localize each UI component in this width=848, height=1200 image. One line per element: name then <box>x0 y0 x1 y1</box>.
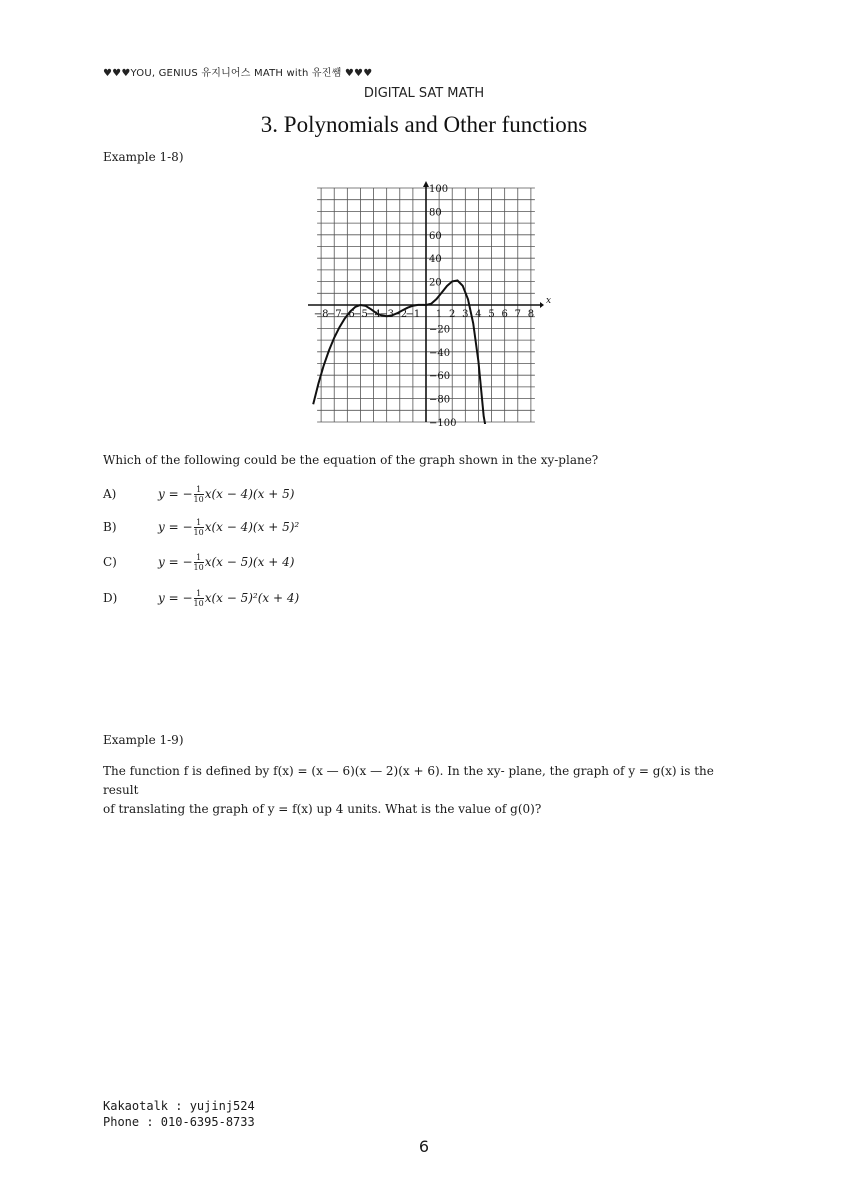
x-tick-label: 5 <box>488 309 495 320</box>
x-tick-label: −8 <box>313 309 329 320</box>
x-tick-label: 2 <box>449 309 456 320</box>
x-tick-label: −5 <box>353 309 368 320</box>
fraction-numerator: 1 <box>194 518 204 528</box>
fraction <box>194 518 204 537</box>
choice-letter: B) <box>103 520 117 534</box>
equation-rest: x(x − 4)(x + 5)² <box>204 520 300 534</box>
equation-prefix: y = − <box>158 555 193 569</box>
fraction-numerator: 1 <box>194 553 204 563</box>
y-tick-label: −100 <box>429 418 457 429</box>
equation-prefix: y = − <box>158 487 193 501</box>
x-tick-label: 8 <box>527 309 535 320</box>
example-2-text <box>103 762 753 819</box>
tick-labels <box>314 184 551 429</box>
answer-choice[interactable] <box>103 518 299 537</box>
fraction-numerator: 1 <box>194 485 204 495</box>
equation-prefix: y = − <box>158 591 193 605</box>
fraction <box>194 553 204 572</box>
fraction-denominator: 10 <box>193 599 204 608</box>
x-axis-label: x <box>546 296 552 306</box>
y-tick-label: 60 <box>429 230 442 242</box>
x-tick-label: −2 <box>392 309 408 320</box>
y-tick-label: 40 <box>429 254 442 266</box>
fraction-numerator: 1 <box>194 589 204 599</box>
fraction-denominator: 10 <box>193 528 204 537</box>
answer-choice[interactable] <box>103 485 294 504</box>
x-tick-label: −3 <box>379 309 395 320</box>
y-tick-label: −40 <box>429 347 451 359</box>
polynomial-graph <box>296 180 556 430</box>
x-tick-label: −4 <box>366 309 381 320</box>
choice-equation <box>158 589 300 608</box>
choice-letter: D) <box>103 591 118 605</box>
x-tick-label: 4 <box>475 309 482 320</box>
x-tick-label: 7 <box>514 309 521 320</box>
x-axis-arrow <box>540 302 544 308</box>
choice-letter: C) <box>103 555 117 569</box>
y-tick-label: 100 <box>429 184 449 195</box>
fraction <box>194 589 204 608</box>
equation-rest: x(x − 4)(x + 5) <box>204 487 295 501</box>
y-tick-label: −80 <box>429 394 451 406</box>
x-tick-label: −1 <box>405 309 421 320</box>
answer-choice[interactable] <box>103 589 299 608</box>
axes <box>308 181 544 422</box>
fraction-denominator: 10 <box>193 495 204 504</box>
x-tick-label: −6 <box>339 309 355 320</box>
fraction <box>194 485 204 504</box>
page-title: 3. Polynomials and Other functions <box>260 112 588 137</box>
question-text: Which of the following could be the equation of the graph shown in the xy-plane? <box>103 453 599 467</box>
y-tick-label: 20 <box>429 277 442 289</box>
x-tick-label: −7 <box>326 309 342 320</box>
contact-footer <box>103 1098 255 1130</box>
brand-line: ♥♥♥YOU, GENIUS 유지니어스 MATH with 유진쌤 ♥♥♥ <box>103 68 373 79</box>
y-tick-label: −20 <box>429 324 451 336</box>
example-2-line-1: The function f is defined by f(x) = (x — 6)(x — 2)(x + 6). In the xy- plane, the graph of y = g(x) is the result <box>103 764 714 797</box>
example-1-label: Example 1-8) <box>103 150 184 164</box>
answer-choice[interactable] <box>103 553 294 572</box>
page-number: 6 <box>418 1137 430 1156</box>
y-tick-label: −60 <box>429 371 451 383</box>
y-tick-label: 80 <box>429 207 442 219</box>
curve-line <box>313 281 510 431</box>
equation-rest: x(x − 5)²(x + 4) <box>204 591 300 605</box>
equation-prefix: y = − <box>158 520 193 534</box>
choice-equation <box>158 553 295 572</box>
subject-heading: DIGITAL SAT MATH <box>363 86 485 101</box>
phone-number: Phone : 010-6395-8733 <box>103 1115 255 1129</box>
example-2-line-2: of translating the graph of y = f(x) up 4 units. What is the value of g(0)? <box>103 802 542 816</box>
choice-letter: A) <box>103 487 117 501</box>
x-tick-label: 3 <box>462 309 469 320</box>
fraction-denominator: 10 <box>193 563 204 572</box>
x-tick-label: 6 <box>501 309 508 320</box>
choice-equation <box>158 485 295 504</box>
example-2-label: Example 1-9) <box>103 733 184 747</box>
kakao-id: Kakaotalk : yujinj524 <box>103 1099 255 1113</box>
x-tick-label: 1 <box>435 309 443 320</box>
choice-equation <box>158 518 300 537</box>
equation-rest: x(x − 5)(x + 4) <box>204 555 295 569</box>
